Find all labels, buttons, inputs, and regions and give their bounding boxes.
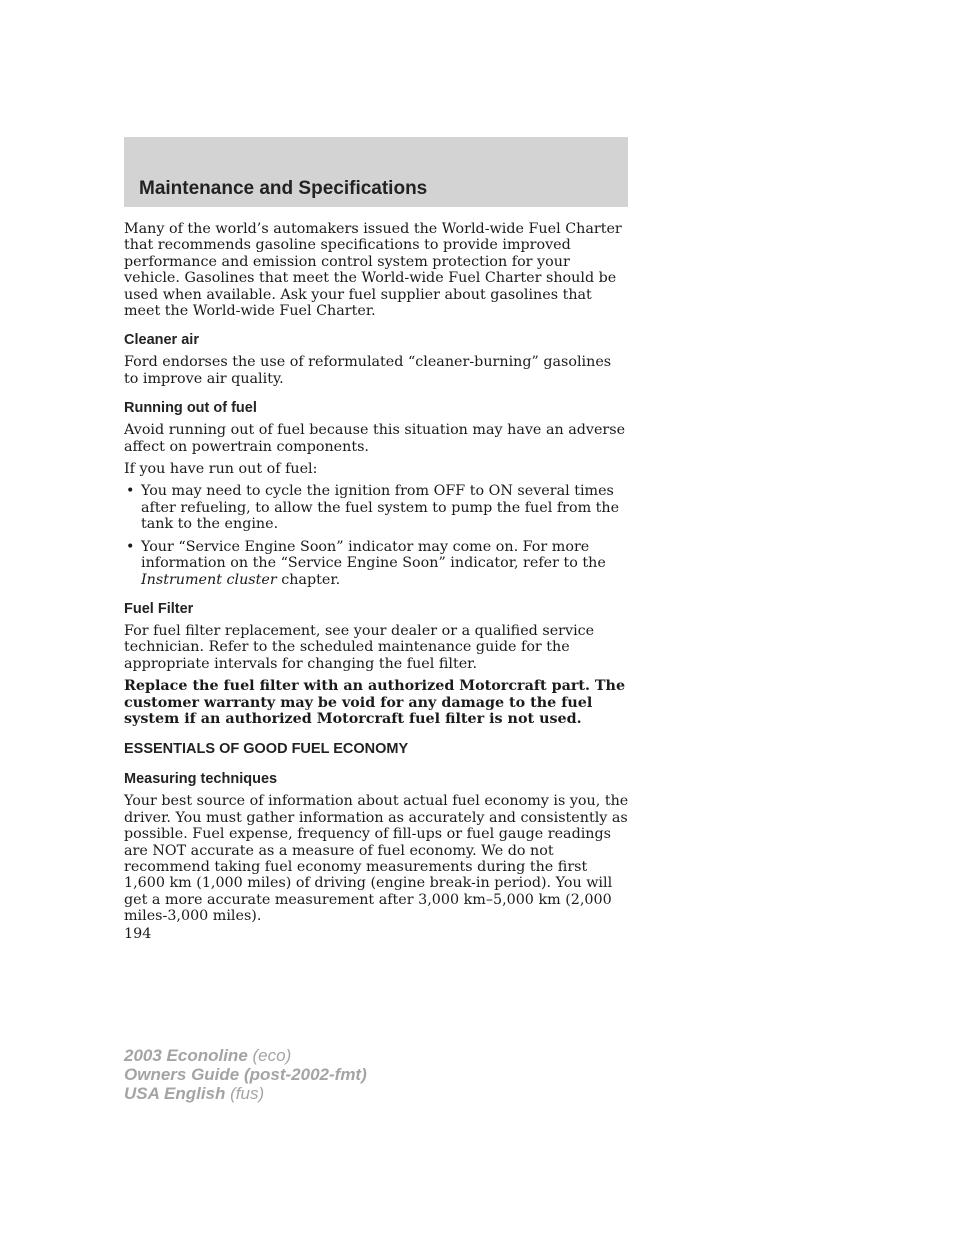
cleaner-air-paragraph: Ford endorses the use of reformulated “cleaner-burning” gasolines to improve air quality. — [124, 354, 612, 387]
list-item — [124, 539, 629, 588]
cleaner-air-heading: Cleaner air — [124, 332, 199, 349]
running-out-lead: If you have run out of fuel: — [124, 461, 318, 478]
fuel-filter-warning: Replace the fuel filter with an authorized Motorcraft part. The customer warranty may be void for any damage to the fuel system if an authorized Motorcraft fuel filter is not used. — [124, 678, 626, 727]
list-item — [124, 483, 629, 532]
fuel-filter-paragraph: For fuel filter replacement, see your dealer or a qualified service technician. Refer to the scheduled maintenance guide for the appropriate intervals for changing the fuel filter. — [124, 622, 595, 672]
running-out-heading: Running out of fuel — [124, 400, 257, 417]
running-out-paragraph: Avoid running out of fuel because this situation may have an adverse affect on powertrain components. — [124, 422, 626, 455]
essentials-heading: ESSENTIALS OF GOOD FUEL ECONOMY — [124, 741, 409, 758]
fuel-filter-heading: Fuel Filter — [124, 600, 194, 617]
bullet-icon: • — [126, 483, 135, 500]
page-number: 194 — [124, 926, 152, 942]
bullet-text-end: chapter. — [276, 571, 341, 588]
chapter-reference: Instrument cluster — [141, 571, 277, 588]
section-header-band — [124, 137, 628, 207]
page-title: Maintenance and Specifications — [139, 178, 428, 199]
intro-paragraph: Many of the world’s automakers issued the World-wide Fuel Charter that recommends gasoline specifications to provide improved performance and emission control system protection for your vehicle. Gasolines that meet the World-wide Fuel Charter should be used when available. Ask your fuel supplier about gasolines that meet the World-wide Fuel Charter. — [124, 221, 622, 320]
running-out-list — [124, 483, 629, 587]
measuring-heading: Measuring techniques — [124, 771, 278, 788]
bullet-text: Your “Service Engine Soon” indicator may come on. For more information on the “Service Engine Soon” indicator, refer to the — [141, 538, 606, 572]
footer-line-2: Owners Guide (post-2002-fmt) — [124, 1065, 367, 1084]
bullet-text: You may need to cycle the ignition from OFF to ON several times after refueling, to allow the fuel system to pump the fuel from the tank to the engine. — [141, 483, 620, 533]
footer-line-1: 2003 Econoline (eco) — [124, 1046, 292, 1065]
bullet-icon: • — [126, 538, 135, 555]
document-footer — [124, 1046, 367, 1103]
page-content — [124, 221, 629, 925]
footer-line-3: USA English (fus) — [124, 1084, 265, 1103]
measuring-paragraph: Your best source of information about actual fuel economy is you, the driver. You must gather information as accurately and consistently as possible. Fuel expense, frequency of fill-ups or fuel gauge readings are NOT accurate as a measure of fuel economy. We do not recommend taking fuel economy measurements during the first 1,600 km (1,000 miles) of driving (engine break-in period). You will get a more accurate measurement after 3,000 km–5,000 km (2,000 miles-3,000 miles). — [124, 793, 629, 925]
